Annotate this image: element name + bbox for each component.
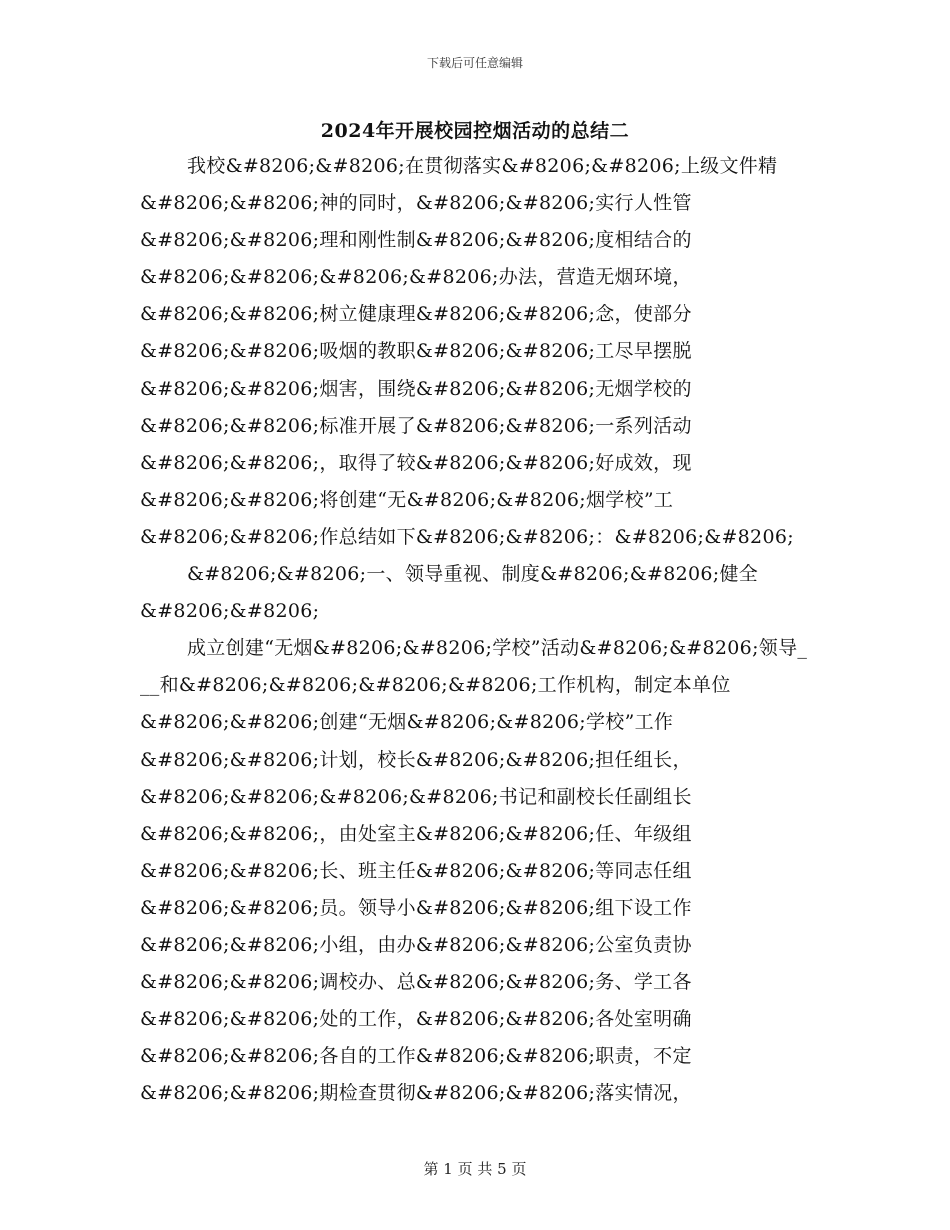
body-line: &#8206;&#8206;&#8206;&#8206;书记和副校长任副组长 xyxy=(140,785,692,808)
body-line: __和&#8206;&#8206;&#8206;&#8206;工作机构，制定本单位 xyxy=(140,674,731,697)
body-line: &#8206;&#8206;理和刚性制&#8206;&#8206;度相结合的 xyxy=(140,229,692,252)
body-line: &#8206;&#8206;员。领导小&#8206;&#8206;组下设工作 xyxy=(140,896,692,919)
body-line: &#8206;&#8206;计划，校长&#8206;&#8206;担任组长， xyxy=(140,748,692,771)
body-line: &#8206;&#8206;烟害，围绕&#8206;&#8206;无烟学校的 xyxy=(140,377,692,400)
body-line: &#8206;&#8206;&#8206;&#8206;办法，营造无烟环境， xyxy=(140,266,692,289)
body-line: &#8206;&#8206;创建“无烟&#8206;&#8206;学校”工作 xyxy=(140,711,674,734)
body-line: &#8206;&#8206;处的工作，&#8206;&#8206;各处室明确 xyxy=(140,1008,692,1031)
body-line: &#8206;&#8206;将创建“无&#8206;&#8206;烟学校”工 xyxy=(140,488,674,511)
body-line: &#8206;&#8206;一、领导重视、制度&#8206;&#8206;健全 xyxy=(187,563,759,586)
body-line: &#8206;&#8206;，取得了较&#8206;&#8206;好成效，现 xyxy=(140,451,692,474)
body-line: &#8206;&#8206; xyxy=(140,600,320,623)
document-body xyxy=(140,148,840,1112)
body-line: &#8206;&#8206;神的同时，&#8206;&#8206;实行人性管 xyxy=(140,192,692,215)
body-line: &#8206;&#8206;长、班主任&#8206;&#8206;等同志任组 xyxy=(140,859,692,882)
body-line: &#8206;&#8206;各自的工作&#8206;&#8206;职责，不定 xyxy=(140,1045,692,1068)
body-line: &#8206;&#8206;吸烟的教职&#8206;&#8206;工尽早摆脱 xyxy=(140,340,692,363)
document-title: 2024年开展校园控烟活动的总结二 xyxy=(320,120,630,142)
body-line: 我校&#8206;&#8206;在贯彻落实&#8206;&#8206;上级文件精 xyxy=(187,155,778,177)
body-line: 成立创建“无烟&#8206;&#8206;学校”活动&#8206;&#8206;领导_ xyxy=(187,637,808,660)
body-line: &#8206;&#8206;小组，由办&#8206;&#8206;公室负责协 xyxy=(140,933,692,956)
body-line: &#8206;&#8206;标准开展了&#8206;&#8206;一系列活动 xyxy=(140,414,692,437)
page-header: 下载后可任意编辑 xyxy=(426,56,523,70)
body-line: &#8206;&#8206;作总结如下&#8206;&#8206;：&#8206;&#8206; xyxy=(140,525,794,548)
body-line: &#8206;&#8206;，由处室主&#8206;&#8206;任、年级组 xyxy=(140,822,692,845)
body-line: &#8206;&#8206;期检查贯彻&#8206;&#8206;落实情况， xyxy=(140,1082,692,1105)
body-line: &#8206;&#8206;调校办、总&#8206;&#8206;务、学工各 xyxy=(140,971,692,994)
body-line: &#8206;&#8206;树立健康理&#8206;&#8206;念，使部分 xyxy=(140,303,692,326)
page-footer: 第 1 页 共 5 页 xyxy=(423,1160,527,1178)
